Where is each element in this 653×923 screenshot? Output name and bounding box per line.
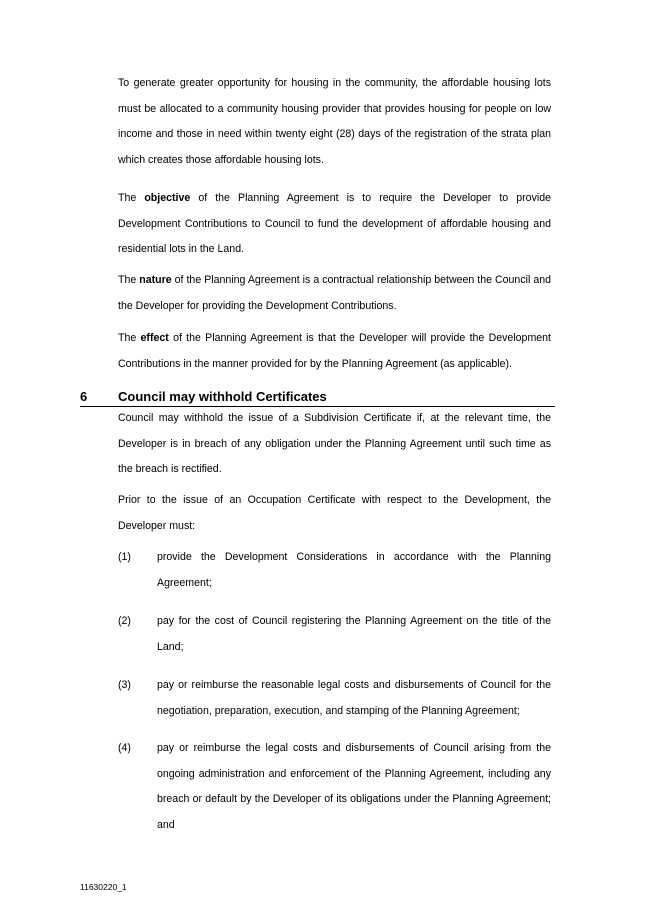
list-item-number: (4): [118, 742, 131, 754]
footer-document-id: 11630220_1: [80, 882, 127, 892]
paragraph-nature: [118, 268, 551, 319]
paragraph-objective-pre: The: [118, 192, 145, 204]
paragraph-effect-pre: The: [118, 332, 141, 344]
objective-term: objective: [144, 192, 191, 204]
paragraph-subdivision-certificate: Council may withhold the issue of a Subdivision Certificate if, at the relevant time, the Developer is in breach of any obligation under the Planning Agreement until such time as the breach is rectified.: [118, 412, 551, 475]
section-title: Council may withhold Certificates: [118, 389, 327, 404]
nature-term: nature: [139, 274, 172, 286]
paragraph-affordable-housing: To generate greater opportunity for housing in the community, the affordable housing lots must be allocated to a community housing provider that provides housing for people on low income and those in need within twenty eight (28) days of the registration of the strata plan which creates those affordable housing lots.: [118, 77, 551, 166]
paragraph-nature-pre: The: [118, 274, 140, 286]
list-item-number: (1): [118, 551, 131, 563]
list-item-text: pay or reimburse the legal costs and disbursements of Council arising from the ongoing administration and enforcement of the Planning Agreement, including any breach or default by the Developer of its obligations under the Planning Agreement; and: [157, 742, 551, 831]
paragraph-occupation-certificate: Prior to the issue of an Occupation Certificate with respect to the Development, the Developer must:: [118, 494, 551, 532]
list-item-number: (3): [118, 679, 131, 691]
effect-term: effect: [140, 332, 169, 344]
paragraph-objective: [118, 186, 551, 263]
paragraph-effect: [118, 326, 551, 377]
list-item-number: (2): [118, 615, 131, 627]
list-item-text: pay or reimburse the reasonable legal costs and disbursements of Council for the negotiation, preparation, execution, and stamping of the Planning Agreement;: [157, 679, 551, 717]
paragraph-nature-post: of the Planning Agreement is a contractual relationship between the Council and the Developer for providing the Development Contributions.: [118, 274, 551, 312]
list-item-text: provide the Development Considerations in accordance with the Planning Agreement;: [157, 551, 551, 589]
section-number: 6: [80, 389, 88, 404]
list-item-text: pay for the cost of Council registering the Planning Agreement on the title of the Land;: [157, 615, 551, 653]
paragraph-effect-post: of the Planning Agreement is that the Developer will provide the Development Contributions in the manner provided for by the Planning Agreement (as applicable).: [118, 332, 551, 370]
section-6-heading: [80, 388, 555, 407]
paragraph-objective-post: of the Planning Agreement is to require the Developer to provide Development Contributions to Council to fund the development of affordable housing and residential lots in the Land.: [118, 192, 552, 255]
